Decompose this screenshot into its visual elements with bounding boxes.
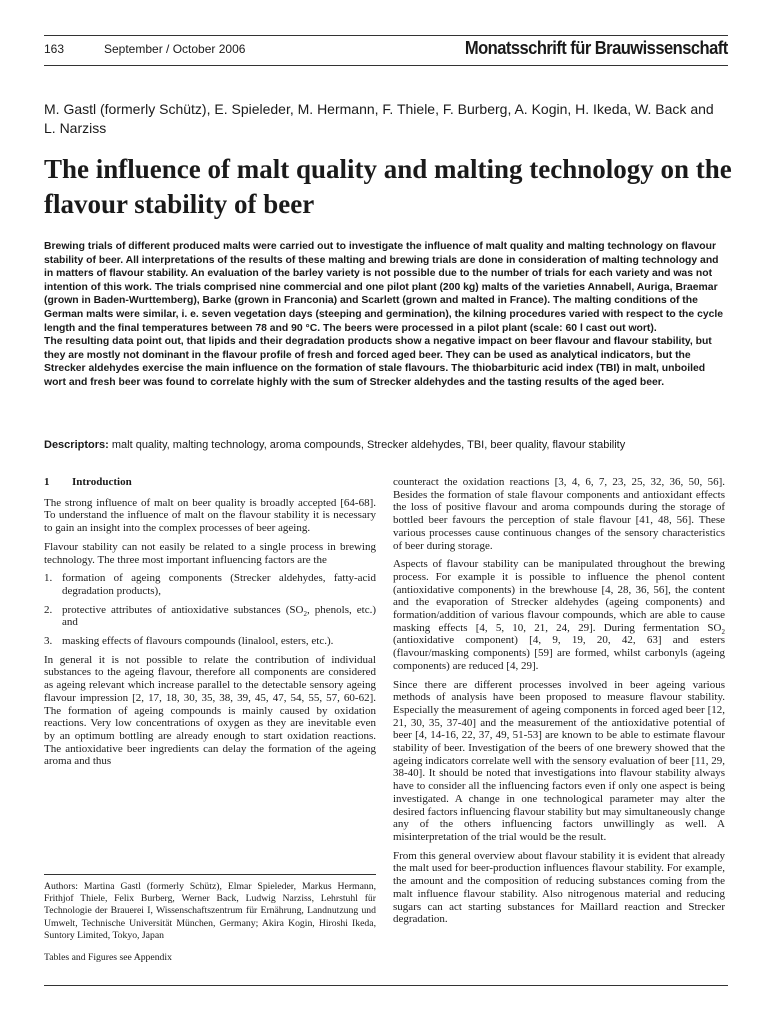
footnote-rule bbox=[44, 874, 376, 875]
body-paragraph: counteract the oxidation reactions [3, 4, 6, 7, 23, 25, 32, 36, 50, 56]. Besides the formation of stale flavour components and antioxidant effects the loss of positive flavour and aroma compounds during the storage of bottled beer favours the perception of stale flavour [41, 48, 56]. These various processes cause continuous changes of the sensory characteristics of beer during storage. bbox=[393, 476, 725, 552]
list-item-text: formation of ageing components (Strecker aldehydes, fatty-acid degradation products), bbox=[62, 572, 376, 597]
subscript: 2 bbox=[303, 609, 307, 618]
header-top-rule bbox=[44, 35, 728, 36]
body-text-part: (antioxidative component) [4, 9, 19, 20, 42, 63] and esters (flavour/masking components) [59] are formed, whilst carbonyls (ageing components) are reduced [4, 29]. bbox=[393, 634, 725, 672]
tables-note: Tables and Figures see Appendix bbox=[44, 952, 172, 963]
list-item-text bbox=[62, 604, 376, 629]
list-item-number: 1. bbox=[44, 572, 53, 585]
author-list: M. Gastl (formerly Schütz), E. Spieleder, M. Hermann, F. Thiele, F. Burberg, A. Kogin, H. Ikeda, W. Back and L. Narziss bbox=[44, 101, 714, 136]
article-title: The influence of malt quality and malting technology on the flavour stability of beer bbox=[44, 154, 732, 219]
right-column bbox=[393, 476, 725, 932]
issue-date: September / October 2006 bbox=[104, 42, 246, 56]
body-paragraph: From this general overview about flavour stability it is evident that already the malt used for beer-production influences flavour stability. For example, the amount and the composition of reducing substances coming from the malt influence flavour stability. Also nitrogenous material and reducing sugars can act starting substances for Maillard reaction and Strecker degradation. bbox=[393, 849, 725, 926]
section-title: Introduction bbox=[72, 476, 132, 488]
body-text-part: Aspects of flavour stability can be manipulated throughout the brewing process. For example it is possible to influence the phenol content (antioxidative components) in the brewhouse [4, 28, 36, 56], the content and the evaporation of Strecker aldehydes (ageing components) and formation/addition of various flavour compounds, which are able to cause masking effects [4, 5, 10, 21, 24, 29]. During fermentation SO bbox=[393, 558, 725, 634]
list-item bbox=[44, 635, 376, 648]
section-heading bbox=[44, 476, 376, 489]
body-paragraph: In general it is not possible to relate the contribution of individual substances to the ageing flavour, therefore all components are considered as ageing relevant which increase parallel to the detectable sensory ageing flavour impression [2, 17, 18, 30, 35, 38, 39, 45, 47, 54, 55, 57, 60-62]. The formation of ageing compounds is mainly caused by oxidation reactions. Very low concentrations of oxygen as they are inevitable even by an optimum bottling are already enough to start oxidation reactions. The antioxidative beer ingredients can delay the formation of the ageing aroma and thus bbox=[44, 653, 376, 768]
header-bottom-rule bbox=[44, 65, 728, 66]
page-number: 163 bbox=[44, 42, 65, 56]
list-item-number: 3. bbox=[44, 635, 53, 648]
descriptors bbox=[44, 438, 734, 452]
abstract bbox=[44, 240, 729, 390]
list-item bbox=[44, 604, 376, 629]
body-paragraph bbox=[393, 558, 725, 672]
descriptors-text: malt quality, malting technology, aroma compounds, Strecker aldehydes, TBI, beer quality, flavour stability bbox=[111, 439, 626, 451]
list-item-text: masking effects of flavours compounds (linalool, esters, etc.). bbox=[62, 635, 334, 648]
journal-name: Monatsschrift für Brauwissenschaft bbox=[465, 38, 728, 58]
descriptors-label: Descriptors: bbox=[44, 439, 109, 451]
author-affiliations-footnote: Authors: Martina Gastl (formerly Schütz), Elmar Spieleder, Markus Hermann, Frithjof Thiele, Felix Burberg, Werner Back, Ludwig Narziss, Lehrstuhl für Technologie der Brauerei I, Wissenschaftszentrum für Ernährung, Landnutzung und Umwelt, Technische Universität München, Germany; Akira Kogin, Hiroshi Ikeda, Suntory Limited, Tokyo, Japan bbox=[44, 881, 376, 941]
page-bottom-rule bbox=[44, 985, 728, 986]
list-item-text-part: , phenols, etc.) and bbox=[62, 603, 376, 629]
section-number: 1 bbox=[44, 476, 50, 488]
body-paragraph: The strong influence of malt on beer quality is broadly accepted [64-68]. To understand the influence of malt on the flavour stability it is necessary to gain an insight into the complex processes of beer ageing. bbox=[44, 496, 376, 535]
subscript: 2 bbox=[721, 627, 725, 636]
body-paragraph: Flavour stability can not easily be related to a single process in brewing technology. The three most important influencing factors are the bbox=[44, 540, 376, 566]
body-paragraph: Since there are different processes involved in beer ageing various methods of analysis have been proposed to measure flavour stability. Especially the measurement of ageing components in forced aged beer [12, 21, 30, 35, 37-40] and the measurement of the antioxidative potential of beer [4, 14-16, 22, 37, 49, 51-53] are known to be able to estimate flavour stability of beer. Investigation of the beers of one brewery showed that the ageing indicators correlate well with the sensory evaluation of beer [11, 29, 38-40]. It should be noted that investigations into flavour stability always have to consider all the influencing factors even if only one aspect is being investigated. A change in one technological parameter may alter the desired factors influencing flavour stability but may simultaneously change any of the others influencing factors unwillingly as well. A misinterpretation of the trial would be the result. bbox=[393, 678, 725, 843]
list-item bbox=[44, 572, 376, 597]
abstract-paragraph: The resulting data point out, that lipids and their degradation products show a negative impact on beer flavour and flavour stability, but they are mostly not dominant in the flavour profile of fresh and forced aged beer. They can be used as analytical indicators, but the Strecker aldehydes exercise the main influence on the formation of stale flavours. The thiobarbituric acid index (TBI) in malt, unboiled wort and fresh beer was found to correlate highly with the sum of Strecker aldehydes and the tasting results of the aged beer. bbox=[44, 336, 712, 388]
list-item-text-part: protective attributes of antioxidative substances (SO bbox=[62, 603, 304, 616]
list-item-number: 2. bbox=[44, 603, 53, 616]
abstract-paragraph: Brewing trials of different produced malts were carried out to investigate the influence of malt quality and malting technology on flavour stability of beer. All interpretations of the results of these malting and brewing trials are done in consideration of malting technology and in matters of flavour stability. An evaluation of the barley variety is not possible due to the number of trials for each variety and was not intention of this work. The trials comprised nine commercial and one pilot plant (200 kg) malts of the varieties Annabell, Auriga, Braemar (grown in Baden-Wurttemberg), Barke (grown in Franconia) and Scarlett (grown and malted in France). The malting conditions of the German malts were similar, i. e. seven vegetation days (steeping and germination), the kilning procedures varied with respect to the cycle length and the final temperatures between 78 and 90 °C. The beers were processed in a pilot plant (scale: 60 l cast out wort). bbox=[44, 241, 724, 334]
left-column bbox=[44, 476, 376, 774]
